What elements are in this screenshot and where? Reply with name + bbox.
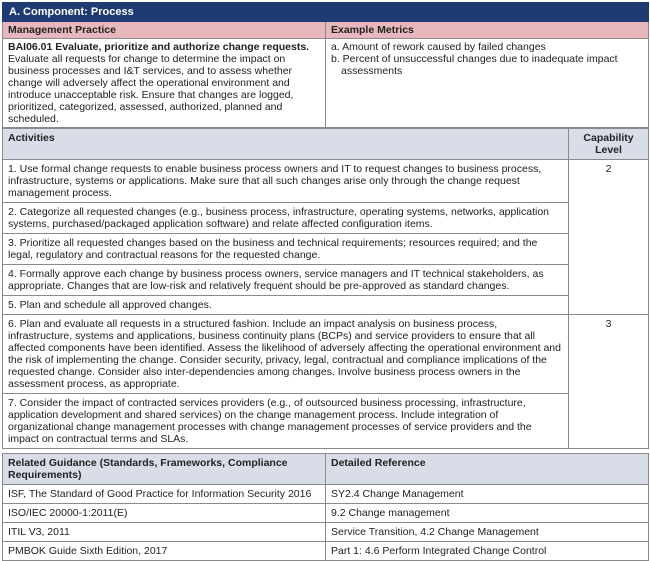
guidance-source: ISF, The Standard of Good Practice for Information Security 2016 <box>3 485 326 504</box>
activities-table <box>2 128 649 449</box>
activity-item: 1. Use formal change requests to enable business process owners and IT to request changes to business process, infrastructure, systems or applications. Make sure that all such changes arise only through the change request management process. <box>3 160 569 203</box>
activity-item: 6. Plan and evaluate all requests in a structured fashion. Include an impact analysis on business process, infrastructure, systems and applications, business continuity plans (BCPs) and service providers to ensure that all affected components have been identified. Assess the likelihood of adversely affecting the operational environment and the risk of implementing the change. Consider security, privacy, legal, contractual and compliance implications of the requested change. Consider also inter-dependencies among changes. Involve business process owners in the assessment process, as appropriate. <box>3 315 569 394</box>
guidance-source: PMBOK Guide Sixth Edition, 2017 <box>3 542 326 561</box>
activities-header: Activities <box>3 129 569 160</box>
guidance-row <box>3 542 649 561</box>
example-metrics-header: Example Metrics <box>326 22 649 39</box>
capability-level-value: 3 <box>569 315 649 449</box>
activity-item: 2. Categorize all requested changes (e.g., business process, infrastructure, operating systems, networks, application systems, purchased/packaged application software) and relate affected configuration items. <box>3 203 569 234</box>
guidance-row <box>3 504 649 523</box>
metric-a: a. Amount of rework caused by failed changes <box>331 41 546 53</box>
guidance-reference: Service Transition, 4.2 Change Management <box>326 523 649 542</box>
guidance-reference: SY2.4 Change Management <box>326 485 649 504</box>
guidance-row <box>3 485 649 504</box>
metrics-cell <box>326 39 649 128</box>
guidance-reference: 9.2 Change management <box>326 504 649 523</box>
component-title: A. Component: Process <box>3 3 649 22</box>
practice-title: BAI06.01 Evaluate, prioritize and authorize change requests. <box>8 41 310 53</box>
activity-item: 3. Prioritize all requested changes based on the business and technical requirements; resources required; and the legal, regulatory and contractual reasons for the requested change. <box>3 234 569 265</box>
guidance-reference: Part 1: 4.6 Perform Integrated Change Control <box>326 542 649 561</box>
activity-item: 4. Formally approve each change by business process owners, service managers and IT technical stakeholders, as appropriate. Changes that are low-risk and relatively frequent should be pre-approved as standard changes. <box>3 265 569 296</box>
guidance-row <box>3 523 649 542</box>
practice-table <box>2 2 649 128</box>
activity-item: 7. Consider the impact of contracted services providers (e.g., of outsourced business processing, infrastructure, application development and shared services) on the change management process. Include integration of organizational change management processes with change management processes of service providers and the impact on contractual terms and SLAs. <box>3 394 569 449</box>
capability-level-header: Capability Level <box>569 129 649 160</box>
guidance-source: ISO/IEC 20000-1:2011(E) <box>3 504 326 523</box>
practice-description: Evaluate all requests for change to determine the impact on business processes and I&T services, and to assess whether change will adversely affect the operational environment and introduce unacceptable risk. Ensure that changes are logged, prioritized, categorized, assessed, authorized, planned and scheduled. <box>8 53 294 125</box>
detailed-reference-header: Detailed Reference <box>326 454 649 485</box>
guidance-source: ITIL V3, 2011 <box>3 523 326 542</box>
metric-b: b. Percent of unsuccessful changes due to inadequate impact assessments <box>331 53 618 77</box>
process-component-table <box>2 2 648 561</box>
activity-item: 5. Plan and schedule all approved changes. <box>3 296 569 315</box>
practice-cell <box>3 39 326 128</box>
related-guidance-header: Related Guidance (Standards, Frameworks, Compliance Requirements) <box>3 454 326 485</box>
capability-level-value: 2 <box>569 160 649 315</box>
guidance-table <box>2 453 649 561</box>
management-practice-header: Management Practice <box>3 22 326 39</box>
